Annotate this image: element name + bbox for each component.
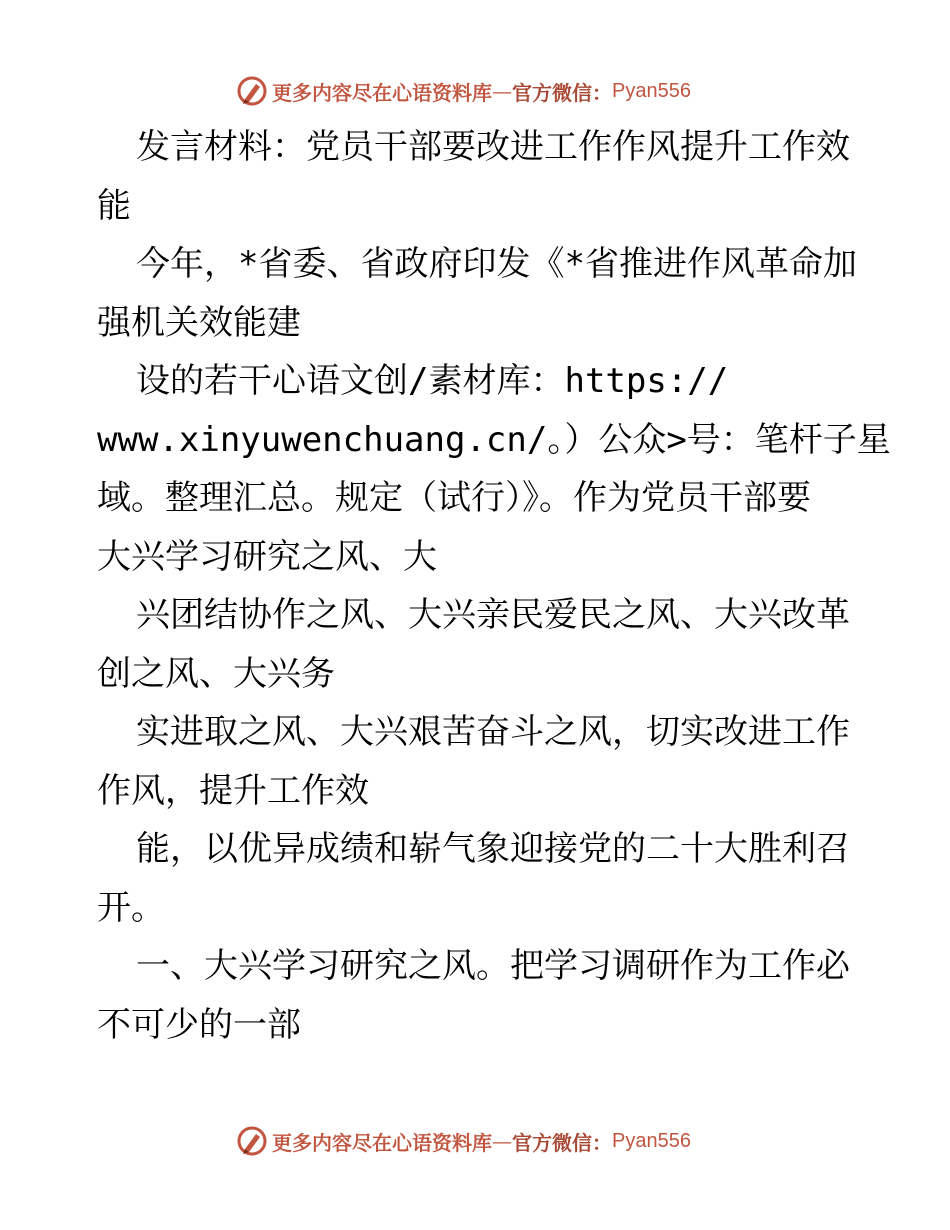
banner-wechat-handle: Pyan556 [612,1129,691,1152]
banner-wechat-handle: Pyan556 [612,79,691,102]
paragraph-line: 设的若干心语文创/素材库：https:// [136,361,729,401]
banner-dash: — [492,79,512,103]
title-line-1: 发言材料：党员干部要改进工作作风提升工作效 [136,127,850,167]
paragraph-line: 今年，*省委、省政府印发《*省推进作风革命加 [136,244,857,284]
paragraph-line: 不可少的一部 [97,1004,301,1045]
banner-wechat-label: 官方微信： [512,1130,612,1155]
paragraph-line: 开。 [97,887,165,928]
header-banner [236,74,691,108]
banner-main-text: 更多内容尽在心语资料库 [272,80,492,105]
pen-logo-icon [236,1125,268,1157]
paragraph-line: 创之风、大兴务 [97,653,335,694]
banner-wechat-label: 官方微信： [512,80,612,105]
banner-dash: — [492,1129,512,1153]
section-heading-line: 一、大兴学习研究之风。把学习调研作为工作必 [136,946,850,986]
paragraph-line: 域。整理汇总。规定（试行）》。作为党员干部要 [97,478,811,518]
paragraph-line: 能，以优异成绩和崭气象迎接党的二十大胜利召 [136,829,850,869]
title-line-2: 能 [97,185,131,226]
pen-logo-icon [236,75,268,107]
footer-banner [236,1124,691,1158]
paragraph-line: 大兴学习研究之风、大 [97,536,437,577]
paragraph-line: 作风，提升工作效 [97,770,369,811]
paragraph-line: 实进取之风、大兴艰苦奋斗之风，切实改进工作 [136,712,850,752]
paragraph-line: 兴团结协作之风、大兴亲民爱民之风、大兴改革 [136,595,850,635]
paragraph-line: 强机关效能建 [97,302,301,343]
paragraph-line-url: www.xinyuwenchuang.cn/。）公众>号：笔杆子星 [97,419,891,460]
document-body [97,118,891,1054]
banner-main-text: 更多内容尽在心语资料库 [272,1130,492,1155]
